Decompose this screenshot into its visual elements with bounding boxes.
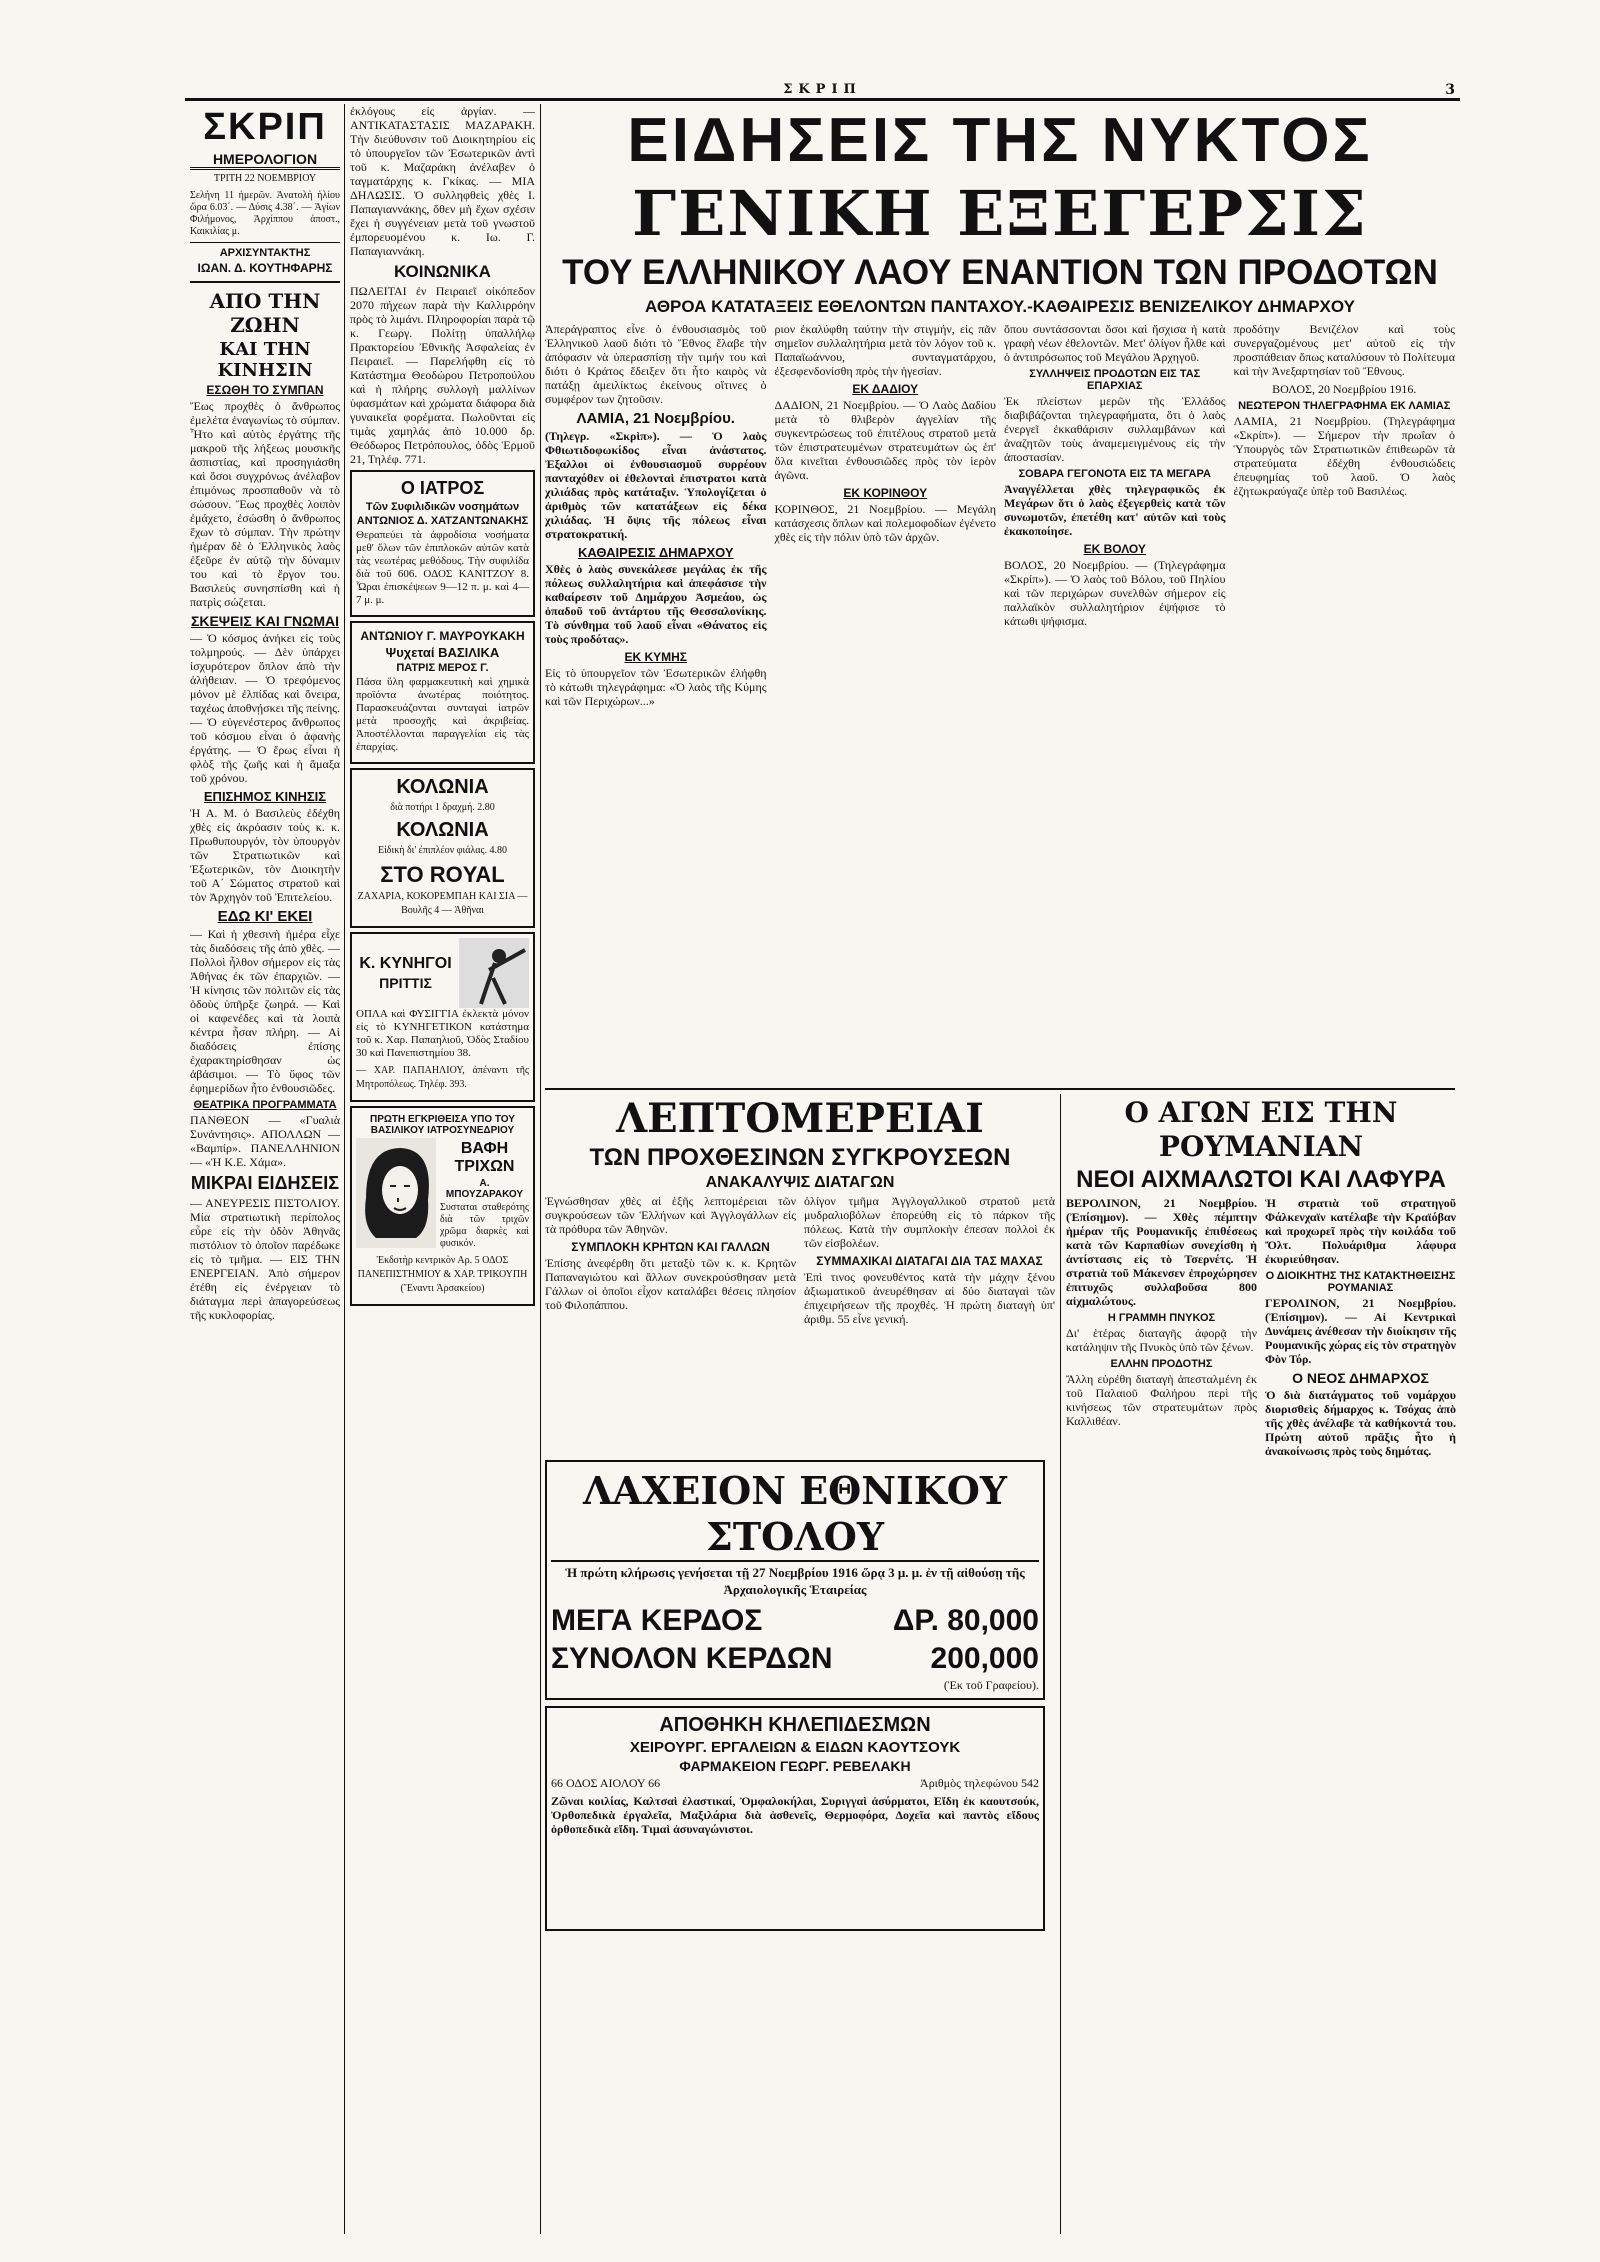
- royal-text: ΖΑΧΑΡΙΑ, ΚΟΚΟΡΕΜΠΑΗ ΚΑΙ ΣΙΑ — Βουλῆς 4 — Ἀθῆναι: [357, 891, 528, 916]
- divider: [190, 281, 340, 283]
- doctor-subtitle: Τῶν Συφιλιδικῶν νοσημάτων: [365, 501, 520, 513]
- romania-text-2: Ἡ στρατιὰ τοῦ στρατηγοῦ Φάλκενχαϊν κατέλαβε τὴν Κραϊόβαν καὶ προχωρεῖ πρὸς τὴν κοιλάδα τοῦ Ὄλτ. Πολυάριθμα λάφυρα ἐκυριεύθησαν.: [1265, 1196, 1456, 1266]
- prize-label: ΜΕΓΑ ΚΕΡΔΟΣ: [551, 1604, 763, 1637]
- page-number: 3: [1445, 82, 1455, 98]
- pnyx-text: Δι' ἑτέρας διαταγῆς ἀφορᾷ τὴν κατάληψιν τῆς Πνυκὸς ὑπὸ τῶν ξένων.: [1066, 1326, 1257, 1354]
- doctor-text: Θεραπεύει τὰ ἀφροδίσια νοσήματα μεθ' ὅλων τῶν ἐπιπλοκῶν αὐτῶν κατὰ τὰς νεωτέρας μεθόδους. Τὴν συφιλίδα διὰ τοῦ 606. ΟΔΟΣ ΚΑΝΙΤΖΟΥ 8. Ὧραι ἐπισκέψεων 9—12 π. μ. καὶ 4—7 μ. μ.: [356, 529, 529, 606]
- cologne-ad: [350, 768, 535, 928]
- pharmacy-ad: [350, 621, 535, 764]
- pharmacy-subtitle: Ψυχεταί ΒΑΣΙΛΙΚΑ: [385, 645, 500, 660]
- dadi-text: ΔΑΔΙΟΝ, 21 Νοεμβρίου. — Ὁ Λαὸς Δαδίου μετὰ τὸ θλιβερὸν ἀγγελίαν τῆς συγκεντρώσεως τοῦ ἐπιτέλους στρατοῦ μετὰ τῶν ἐπιστρατευμένων στρατευμάτων ὡς ἐπ' ὅλα κινεῖται ἐνθουσιῶδες πρὸς τὸν ἱερὸν ἀγῶνα.: [774, 398, 996, 482]
- visits-text: Ἡ Α. Μ. ὁ Βασιλεὺς ἐδέχθη χθὲς εἰς ἀκρόασιν τοὺς κ. κ. Πρωθυπουργόν, τὸν ὑπουργὸν τῶν Στρατιωτικῶν καὶ Ἐξωτερικῶν, τὸν Διοικητὴν τοῦ Α΄ Σώματος στρατοῦ καὶ τὸν Ἀρχηγὸν τοῦ Ἐπιτελείου.: [190, 806, 340, 904]
- main-headline: ΓΕΝΙΚΗ ΕΞΕΓΕΡΣΙΣ: [632, 177, 1368, 250]
- megara-text: Ἀναγγέλλεται χθὲς τηλεγραφικῶς ἐκ Μεγάρων ὅτι ὁ λαὸς ἐξεγερθεὶς κατὰ τῶν συνωμοτῶν, ἐπετέθη κατ' αὐτῶν καὶ τοὺς ἐκακοποίησε.: [1004, 482, 1226, 538]
- warehouse-title: ΑΠΟΘΗΚΗ ΚΗΛΕΠΙΔΕΣΜΩΝ: [659, 1714, 931, 1736]
- hunters-text: ΟΠΛΑ καὶ ΦΥΣΙΓΓΙΑ ἐκλεκτὰ μόνον εἰς τὸ ΚΥΝΗΓΕΤΙΚΟΝ κατάστημα τοῦ κ. Χαρ. Παπαηλιοῦ, Ὁδὸς Σταδίου 30 καὶ Πανεπιστημίου 38.: [356, 1008, 529, 1059]
- hair-dye-ad: [350, 1106, 535, 1306]
- theatre-text: ΠΑΝΘΕΟΝ — «Γυαλιὰ Συνάντησις». ΑΠΟΛΛΩΝ — «Βαμπίρ». ΠΑΝΕΛΛΗΝΙΟΝ — «Ἡ Κ.Ε. Χάμα».: [190, 1113, 340, 1169]
- orders-title: ΣΥΜΜΑΧΙΚΑΙ ΔΙΑΤΑΓΑΙ ΔΙΑ ΤΑΣ ΜΑΧΑΣ: [816, 1254, 1043, 1268]
- masthead: ΣΚΡΙΠ: [203, 106, 327, 148]
- thoughts-title: ΣΚΕΨΕΙΣ ΚΑΙ ΓΝΩΜΑΙ: [190, 613, 340, 629]
- deck-headline: ΑΘΡΟΑ ΚΑΤΑΤΑΞΕΙΣ ΕΘΕΛΟΝΤΩΝ ΠΑΝΤΑΧΟΥ.-ΚΑΘΑΙΡΕΣΙΣ ΒΕΝΙΖΕΛΙΚΟΥ ΔΗΜΑΡΧΟΥ: [645, 297, 1355, 316]
- details-subtitle: ΤΩΝ ΠΡΟΧΘΕΣΙΝΩΝ ΣΥΓΚΡΟΥΣΕΩΝ: [589, 1144, 1011, 1171]
- clash-text: Ἐπίσης ἀνεφέρθη ὅτι μεταξὺ τῶν κ. κ. Κρητῶν Παπαναγιώτου καὶ ἄλλων συνεκρούσθησαν μετὰ Γάλλων οἱ ὁποῖοι εἶχον καταλάβει θέσεις πλησίον τοῦ Φιλοπάππου.: [545, 1256, 796, 1312]
- lottery-draw: Ἡ πρώτη κλήρωσις γενήσεται τῇ 27 Νοεμβρίου 1916 ὥρᾳ 3 μ. μ. ἐν τῇ αἰθούσῃ τῆς Ἀρχαιολογικῆς Ἑταιρείας: [565, 1565, 1025, 1597]
- top-notes: ἐκλόγους εἰς ἀργίαν. — ΑΝΤΙΚΑΤΑΣΤΑΣΙΣ ΜΑΖΑΡΑΚΗ. Τὴν διεύθυνσιν τοῦ Διοικητηρίου εἰς τὸ ὑπουργεῖον τῶν Ἐσωτερικῶν ἀντὶ τοῦ κ. Μαζαράκη ἀνέλαβεν ὁ ταγματάρχης κ. Γκίκας. — ΜΙΑ ΔΗΛΩΣΙΣ. Ὁ συλληφθεὶς χθὲς Ι. Παπαγιαννάκης, ὅθεν μὴ ἔχων σχέσιν ἔχει ἡ συγγένειαν μετὰ τοῦ γνωστοῦ ἐμπορευομένου κ. Ιω. Γ. Παπαγιαννάκη.: [350, 104, 535, 258]
- small-news-text: — ΑΝΕΥΡΕΣΙΣ ΠΙΣΤΟΛΙΟΥ. Μία στρατιωτικὴ περίπολος εὗρε εἰς τὴν ὁδὸν Ἀθηνᾶς πιστόλιον τὸ ὁποῖον παρέδωκε εἰς τὸ τμῆμα. — ΕΙΣ ΤΗΝ ΕΝΕΡΓΕΙΑΝ. Ἀπὸ σήμερον ἐτέθη εἰς ἐνέργειαν τὸ διάταγμα περὶ ἀπαγορεύσεως τῆς κυκλοφορίας.: [190, 1196, 340, 1322]
- dadi-title: ΕΚ ΔΑΔΙΟΥ: [852, 382, 919, 396]
- pharmacy-address: ΠΑΤΡΙΣ ΜΕΡΟΣ Γ.: [396, 662, 489, 674]
- news-col-c-text: ὅπου συντάσσονται ὅσοι καὶ ἤσχισα ἡ κατὰ γραφὴ νέων ἐθελοντῶν. Μετ' ὀλίγον ἦλθε καὶ ὁ ἀντιπρόσωπος τοῦ Μεγάλου Ἀρχηγοῦ.: [1004, 322, 1226, 364]
- royal-title: ΣΤΟ ROYAL: [380, 862, 505, 887]
- column-rule: [344, 104, 345, 2234]
- total-value: 200,000: [930, 1642, 1039, 1675]
- romania-title: Ο ΑΓΩΝ ΕΙΣ ΤΗΝ ΡΟΥΜΑΝΙΑΝ: [1124, 1096, 1398, 1163]
- hunters-address: — ΧΑΡ. ΠΑΠΑΗΛΙΟΥ, ἀπέναντι τῆς Μητροπόλεως. Τηλέφ. 393.: [356, 1065, 529, 1090]
- cologne-title-2: ΚΟΛΩΝΙΑ: [396, 819, 489, 841]
- warehouse-pharmacy: ΦΑΡΜΑΚΕΙΟΝ ΓΕΩΡΓ. ΡΕΒΕΛΑΚΗ: [679, 1758, 911, 1774]
- lottery-note: (Ἐκ τοῦ Γραφείου).: [943, 1678, 1039, 1692]
- total-label: ΣΥΝΟΛΟΝ ΚΕΡΔΩΝ: [551, 1642, 833, 1675]
- news-lead: Ἀπεράγραπτος εἶνε ὁ ἐνθουσιασμὸς τοῦ Ἑλληνικοῦ λαοῦ διότι τὸ Ἔθνος ἔλαβε τὴν ἀπόφασιν νὰ ὑπερασπίσῃ τὴν τιμήν του καὶ διότι ὁ Κράτος ἔδειξεν ὅτι ἦτο καιρὸς νὰ πατάξῃ ἀμειλίκτως ἐκείνους οἵτινες ὁ συμφέρον των ζητοῦσιν.: [545, 322, 767, 406]
- kymis-text: Εἰς τὸ ὑπουργεῖον τῶν Ἐσωτερικῶν ἐλήφθη τὸ κάτωθι τηλεγράφημα: «Ὁ λαὸς τῆς Κύμης καὶ τῶν Περιχώρων...»: [545, 666, 767, 708]
- night-news: [545, 104, 1455, 1084]
- lottery-ad: [545, 1460, 1045, 1700]
- pharmacy-text: Πάσα ὕλη φαρμακευτικὴ καὶ χημικὰ προϊόντα ἀνωτέρας ποιότητος. Παρασκευάζονται συνταγαὶ ἰατρῶν μετὰ προσοχῆς καὶ ἀκριβείας. Ἀποστέλλονται παραγγελίαι εἰς τὰς ἐπαρχίας.: [356, 676, 529, 753]
- inner-text: Ἔως προχθὲς ὁ ἄνθρωπος ἐμελέτα ἐναγωνίως τὸ σύμπαν. Ἦτο καὶ αὐτὸς ἐργάτης τῆς μακροῦ τῆς λήξεως μουσικῆς ἀσπιστίας, καὶ προσηγιάσθη καὶ ὅσοι συγχρόνως ἀνέλαβον ἐπιμόνως προσπαθοῦν νὰ τὸ σώσουν. Ἔως προχθὲς λοιπὸν ἐμάχετο, ἐσώσθη ὁ ἄνθρωπος ἔχων τὸ σύμπαν. Τὴν πρώτην ἡμέραν δὲ ὁ Ἑλληνικὸς λαὸς ἐξεῦρε ἐν αὐτῷ τὴν δύναμιν του καὶ τὸ ἔργον του. Βασιλεὺς συνησπίσθη καὶ ἡ πατρὶς σώζεται.: [190, 399, 340, 609]
- sub-headline: ΤΟΥ ΕΛΛΗΝΙΚΟΥ ΛΑΟΥ ΕΝΑΝΤΙΟΝ ΤΩΝ ΠΡΟΔΟΤΩΝ: [562, 253, 1438, 292]
- social-title: ΚΟΙΝΩΝΙΚΑ: [394, 262, 491, 281]
- mayor-title: Ο ΝΕΟΣ ΔΗΜΑΡΧΟΣ: [1292, 1370, 1429, 1386]
- column-rule: [1060, 1094, 1061, 2234]
- movement-title: ΚΑΙ ΤΗΝ ΚΙΝΗΣΙΝ: [217, 339, 313, 381]
- ruler-title: Ο ΔΙΟΙΚΗΤΗΣ ΤΗΣ ΚΑΤΑΚΤΗΘΕΙΣΗΣ ΡΟΥΜΑΝΙΑΣ: [1265, 1270, 1456, 1294]
- column-1: [190, 104, 340, 2234]
- news-col-d-text: προδότην Βενιζέλον καὶ τοὺς συνεργαζομένους μετ' αὐτοῦ εἰς τὴν προσπάθειαν ὅπως καταλύσουν τὸ Πολίτευμα καὶ τὴν Ἀνεξαρτησίαν τοῦ Ἔθνους.: [1233, 322, 1455, 378]
- pnyx-title: Η ΓΡΑΜΜΗ ΠΝΥΚΟΣ: [1107, 1312, 1216, 1324]
- here-text: — Καὶ ἡ χθεσινὴ ἡμέρα εἶχε τὰς διαδόσεις τῆς ἀπὸ χθὲς. — Πολλοὶ ἦλθον σήμερον εἰς τὰς Ἀθήνας ἐκ τῶν ἐπαρχιῶν. — Ἡ κίνησις τῶν πολιτῶν εἰς τὰς ὁδοὺς ὑπῆρξε ζωηρά. — Καὶ οἱ καφενέδες καὶ τὰ λοιπὰ κέντρα ἦσαν πλήρη. — Αἱ διαδόσεις ἐπίσης ἐχαρακτηρίσθησαν ὡς ἀβάσιμοι. — Τὸ ὕφος τῶν ἐφημερίδων ἦτο ἐνθουσιῶδες.: [190, 927, 340, 1095]
- small-news-title: ΜΙΚΡΑΙ ΕΙΔΗΣΕΙΣ: [190, 1173, 340, 1193]
- theatre-title: ΘΕΑΤΡΙΚΑ ΠΡΟΓΡΑΜΜΑΤΑ: [193, 1099, 337, 1111]
- traitor-text: Ἄλλη εὑρέθη διαταγὴ ἀπεσταλμένη ἐκ τοῦ Παλαιοῦ Φαλήρου περὶ τῆς κινήσεως τῶν στρατευμάτων πρὸς Καλλιθέαν.: [1066, 1372, 1257, 1428]
- clash-title: ΣΥΜΠΛΟΚΗ ΚΡΗΤΩΝ ΚΑΙ ΓΑΛΛΩΝ: [571, 1240, 770, 1254]
- romania-subtitle: ΝΕΟΙ ΑΙΧΜΑΛΩΤΟΙ ΚΑΙ ΛΑΦΥΡΑ: [1076, 1166, 1446, 1193]
- doctor-title: Ο ΙΑΤΡΟΣ: [400, 478, 485, 498]
- banner-headline: ΕΙΔΗΣΕΙΣ ΤΗΣ ΝΥΚΤΟΣ: [627, 106, 1373, 175]
- demarch-text: Χθὲς ὁ λαὸς συνεκάλεσε μεγάλας ἐκ τῆς πόλεως συλλαλητήρια καὶ ἀπεφάσισε τὴν καθαίρεσιν τοῦ Δημάρχου Ἀσμεάου, ὡς ὀπαδοῦ τοῦ ἀντάρτου τῆς Θεσσαλονίκης. Τὸ σύνθημα τοῦ λαοῦ εἶναι «Θάνατος εἰς τοὺς προδότας».: [545, 562, 767, 646]
- dye-address: Ἐκδοτὴρ κεντρικὸν Αρ. 5 ΟΔΟΣ ΠΑΝΕΠΙΣΤΗΜΙΟΥ & ΧΑΡ. ΤΡΙΚΟΥΠΗ (Ἔναντι Ἀρσακείου): [357, 1255, 528, 1294]
- pharmacy-title: ΑΝΤΩΝΙΟΥ Γ. ΜΑΥΡΟΥΚΑΚΗ: [360, 629, 525, 643]
- almanac-text: Σελήνη 11 ἡμερῶν. Ἀνατολὴ ἡλίου ὥρα 6.03΄. — Δύσις 4.38΄. — Ἁγίων Φιλήμονος, Ἀρχίππου ἀποστ., Καικιλίας μ.: [190, 190, 340, 237]
- ruler-text: ΓΕΡΟΛΙΝΟΝ, 21 Νοεμβρίου. (Ἐπίσημον). — Αἱ Κεντρικαὶ Δυνάμεις ἀνέθεσαν τὴν διοίκησιν τῆς Ρουμανικῆς χώρας εἰς τὸν στρατηγὸν Φὸν Τόρ.: [1265, 1296, 1456, 1366]
- news-col-a: [545, 322, 767, 712]
- dye-name: ΒΑΦΗ ΤΡΙΧΩΝ: [454, 1140, 515, 1175]
- latest-title: ΝΕΩΤΕΡΟΝ ΤΗΛΕΓΡΑΦΗΜΑ ΕΚ ΛΑΜΙΑΣ: [1238, 400, 1451, 412]
- column-rule: [540, 104, 541, 2234]
- doctor-name: ΑΝΤΩΝΙΟΣ Δ. ΧΑΤΖΑΝΤΩΝΑΚΗΣ: [356, 515, 529, 527]
- thoughts-text: — Ὁ κόσμος ἀνήκει εἰς τοὺς τολμηρούς. — Δὲν ὑπάρχει ἰσχυρότερον ὅπλον ἀπὸ τὴν ἀλήθειαν. — Ὁ τρεφόμενος μόνον μὲ ἐλπίδας καὶ ὄνειρα, ταχέως ἀποθνῄσκει τῆς πείνης. — Ὁ εὐγενέστερος ἄνθρωπος τοῦ κόσμου εἶναι ὁ ἀφανὴς ἐργάτης. — Ὁ ἔρως εἶναι ἡ φλὸξ τῆς ζωῆς καὶ ἡ ἄμαξα τοῦ χρόνου.: [190, 631, 340, 785]
- section-rule: [545, 1088, 1455, 1090]
- news-col-b-text: ριον ἐκαλύφθη ταύτην τὴν στιγμήν, εἰς πᾶν σημεῖον συλλαλητήρια μετὰ τὸν λόγον τοῦ κ. Παπαϊωάννου, συνταγματάρχου, ἐξεσφενδονίσθη πρὸς τὴν ἡγεσίαν.: [774, 322, 996, 378]
- arrests-title: ΣΥΛΛΗΨΕΙΣ ΠΡΟΔΟΤΩΝ ΕΙΣ ΤΑΣ ΕΠΑΡΧΙΑΣ: [1029, 368, 1201, 392]
- megara-title: ΣΟΒΑΡΑ ΓΕΓΟΝΟΤΑ ΕΙΣ ΤΑ ΜΕΓΑΡΑ: [1018, 468, 1211, 480]
- arrests-text: Ἐκ πλείστων μερῶν τῆς Ἑλλάδος διαβιβάζονται τηλεγραφήματα, ὅτι ὁ λαὸς ἐνεργεῖ ἐκκαθάρισιν συλλαμβάνων καὶ ἀναζητῶν τοὺς ἀναμεμειγμένους εἰς τὴν ἀποστασίαν.: [1004, 394, 1226, 464]
- warehouse-address: 66 ΟΔΟΣ ΑΙΟΛΟΥ 66: [551, 1776, 661, 1790]
- details-col2: ὀλίγον τμῆμα Ἀγγλογαλλικοῦ στρατοῦ μετὰ μυδραλιοβόλων ἐπορεύθη εἰς τὸ πάρκον τῆς πόλεως. Κατὰ τὴν συμπλοκὴν ἐπεσαν πολλοὶ ἐκ τῶν εἰσβολέων.: [804, 1194, 1055, 1250]
- almanac-title: ΗΜΕΡΟΛΟΓΙΟΝ: [190, 151, 340, 170]
- lottery-title: ΛΑΧΕΙΟΝ ΕΘΝΙΚΟΥ ΣΤΟΛΟΥ: [551, 1468, 1039, 1562]
- hunters-ad: [350, 932, 535, 1102]
- life-title: ΑΠΟ ΤΗΝ ΖΩΗΝ: [209, 289, 321, 337]
- divider: [190, 242, 340, 243]
- lamia-dateline: ΛΑΜΙΑ, 21 Νοεμβρίου.: [576, 410, 735, 427]
- volos-sign: ΒΟΛΟΣ, 20 Νοεμβρίου 1916.: [1272, 382, 1417, 396]
- cologne-text: διὰ ποτήρι 1 δραχμή. 2.80: [390, 802, 495, 813]
- details-section: [545, 1094, 1055, 1454]
- details-title: ΛΕΠΤΟΜΕΡΕΙΑΙ: [616, 1095, 984, 1142]
- mayor-text: Ὁ διὰ διατάγματος τοῦ νομάρχου διορισθεὶς δήμαρχος κ. Τσόχας ἀπὸ τῆς χθὲς ἀνέλαβε τὰ καθήκοντά του. Πρώτη αὐτοῦ πρᾶξις ἦτο ἡ ἀνακοίνωσις πρὸς τοὺς δημότας.: [1265, 1388, 1456, 1458]
- visits-title: ΕΠΙΣΗΜΟΣ ΚΙΝΗΣΙΣ: [203, 789, 327, 804]
- volos-title: ΕΚ ΒΟΛΟΥ: [1083, 542, 1146, 556]
- warehouse-text: Ζῶναι κοιλίας, Καλτσαὶ ἐλαστικαί, Ὀμφαλοκήλαι, Συριγγαὶ ἀσύρματοι, Εἴδη ἐκ καουτσούκ, Ὀρθοπεδικὰ ἐργαλεῖα, Μαξιλάρια διὰ ἀσθενεῖς, Θερμοφόρα, Δοχεῖα καὶ παντὸς εἴδους ὀρθοπεδικὰ εἴδη. Τιμαὶ ἀσυναγώνιστοι.: [551, 1794, 1039, 1836]
- column-2: [350, 104, 535, 2234]
- kymis-title: ΕΚ ΚΥΜΗΣ: [624, 650, 688, 664]
- orders-text: Ἐπὶ τινος φονευθέντος κατὰ τὴν μάχην ξένου ἀξιωματικοῦ ἀνευρέθησαν αἱ δύο διαταγαὶ τῶν ἐπιχειρήσεων τῆς προχθές. Ἡ πρώτη διαταγὴ ὑπ' ἀριθμ. 55 εἶνε γενική.: [804, 1270, 1055, 1326]
- hunters-sub: ΠΡΙΤΤΙΣ: [379, 975, 432, 991]
- latest-text: ΛΑΜΙΑ, 21 Νοεμβρίου. (Τηλεγράφημα «Σκρίπ»). — Σήμερον τὴν πρωΐαν ὁ Ὑπουργὸς τῶν Στρατιωτικῶν ἐπιθεωρῶν τὰ στρατεύματα ἐδέχθη ἐνθουσιώδεις ἐπευφημίας τοῦ λαοῦ. Ὁ λαὸς ἐζητωκραύγαζε ὑπὲρ τοῦ Βασιλέως.: [1233, 414, 1455, 498]
- editor-name: ΙΩΑΝ. Δ. ΚΟΥΤΗΦΑΡΗΣ: [197, 261, 333, 275]
- here-title: ΕΔΩ ΚΙ' ΕΚΕΙ: [217, 908, 313, 925]
- chorinth-title: ΕΚ ΚΟΡΙΝΘΟΥ: [843, 486, 928, 500]
- prize-value: ΔΡ. 80,000: [892, 1604, 1039, 1637]
- dye-text: Συσταται σταθερότης διὰ τῶν τριχῶν χρῶμα διαρκὲς καὶ φυσικόν.: [440, 1202, 529, 1249]
- almanac-date: ΤΡΙΤΗ 22 ΝΟΕΜΒΡΙΟΥ: [213, 173, 317, 184]
- warehouse-ad: [545, 1706, 1045, 1931]
- dye-maker: Α. ΜΠΟΥΖΑΡΑΚΟΥ: [445, 1178, 524, 1200]
- running-header-title: ΣΚΡΙΠ: [783, 82, 862, 97]
- traitor-title: ΕΛΛΗΝ ΠΡΟΔΟΤΗΣ: [1110, 1358, 1213, 1370]
- lamia-text: (Τηλεγρ. «Σκρὶπ»). — Ὁ λαὸς Φθιωτιδοφωκίδος εἶναι ἀνάστατος. Ἐξαλλοι οἱ ἐνθουσιασμοῦ συρρέουν πανταχόθεν οἱ ἐθελονταὶ ἐπιστρατοι κατὰ χιλιάδας πρὸς κατάταξιν. Ὑπολογίζεται ὁ ἀριθμὸς τῶν κατατάξεων εἰς δέκα χιλιάδας. Ἡ ὄψις τῆς πόλεως εἶναι στρατοκρατική.: [545, 429, 767, 541]
- news-col-c: [1004, 322, 1226, 712]
- warehouse-phone: Ἀριθμὸς τηλεφώνου 542: [920, 1776, 1039, 1790]
- hunters-title: Κ. ΚΥΝΗΓΟΙ: [359, 955, 452, 972]
- cologne-text-2: Εἰδικὴ δι' ἐπιπλέον φιάλας. 4.80: [378, 845, 507, 856]
- details-deck: ΑΝΑΚΑΛΥΨΙΣ ΔΙΑΤΑΓΩΝ: [705, 1174, 895, 1191]
- news-col-d: [1234, 322, 1456, 712]
- demarch-title: ΚΑΘΑΙΡΕΣΙΣ ΔΗΜΑΡΧΟΥ: [577, 545, 734, 560]
- woman-portrait-icon: [356, 1138, 436, 1248]
- running-header: [190, 82, 1455, 96]
- cologne-title: ΚΟΛΩΝΙΑ: [396, 776, 489, 798]
- hunter-illustration-icon: [459, 938, 529, 1008]
- doctor-ad: [350, 470, 535, 617]
- chorinth-text: ΚΟΡΙΝΘΟΣ, 21 Νοεμβρίου. — Μεγάλη κατάσχεσις ὅπλων καὶ πολεμοφοδίων ἐγένετο χθὲς εἰς τὴν πόλιν ὑπὸ τῶν ἀρχῶν.: [774, 502, 996, 544]
- news-col-b: [775, 322, 997, 712]
- details-text: Ἐγνώσθησαν χθὲς αἱ ἑξῆς λεπτομέρειαι τῶν συγκρούσεων τῶν Ἑλλήνων καὶ Ἀγγλογάλλων εἰς τὰ πρόθυρα τῶν Ἀθηνῶν.: [545, 1194, 796, 1236]
- romania-text: ΒΕΡΟΛΙΝΟΝ, 21 Νοεμβρίου. (Ἐπίσημον). — Χθὲς πέμπτην ἡμέραν τῆς Ρουμανικῆς ἐπιθέσεως κατὰ τῶν Καρπαθίων συνεχίσθη ἡ ἀντίστασις εἰς τὸ Τσερνέτς. Ἡ στρατιὰ τοῦ Μάκενσεν ἐπροχώρησεν ἐπιτυχῶς συλλαβοῦσα 800 αἰχμαλώτους.: [1066, 1196, 1257, 1308]
- volos-text: ΒΟΛΟΣ, 20 Νοεμβρίου. — (Τηλεγράφημα «Σκρίπ»). — Ὁ λαὸς τοῦ Βόλου, τοῦ Πηλίου καὶ τῶν περιχώρων συνελθὼν σήμερον εἰς παλλαϊκὸν συλλαλητήριον ἐψήφισε τὸ κάτωθι ψήφισμα.: [1004, 558, 1226, 628]
- social-text: ΠΩΛΕΙΤΑΙ ἐν Πειραιεῖ οἰκόπεδον 2070 πήχεων παρὰ τὴν Καλλιρρόην πρὸς τὸ λιμάνι. Πληροφορίαι παρὰ τῷ κ. Γεωργ. Πολίτῃ ὑπαλλήλῳ Πρακτορείου Ἐθνικῆς Ἀσφαλείας ἐν Πειραιεῖ. — Παρελήφθη εἰς τὸ Κατάστημα Θεοδώρου Πετροπούλου καὶ ἡ πλήρης συλλογὴ μαλλίνων ὑφασμάτων καὶ χρώματα διάφορα διὰ γυναικεῖα φορέματα. Πωλοῦνται εἰς τιμὰς χαμηλάς ἀπὸ 10.000 δρ. Θεόδωρος Πετρόπουλος, ὁδὸς Ἑρμοῦ 21, Τηλέφ. 771.: [350, 284, 535, 466]
- inner-title: ΕΣΩΘΗ ΤΟ ΣΥΜΠΑΝ: [206, 383, 324, 397]
- header-rule: [185, 98, 1460, 101]
- editor-label: ΑΡΧΙΣΥΝΤΑΚΤΗΣ: [219, 247, 311, 259]
- warehouse-subtitle: ΧΕΙΡΟΥΡΓ. ΕΡΓΑΛΕΙΩΝ & ΕΙΔΩΝ ΚΑΟΥΤΣΟΥΚ: [629, 1739, 961, 1756]
- romania-section: [1066, 1094, 1456, 2234]
- dye-title: ΠΡΩΤΗ ΕΓΚΡΙΘΕΙΣΑ ΥΠΟ ΤΟΥ ΒΑΣΙΛΙΚΟΥ ΙΑΤΡΟΣΥΝΕΔΡΙΟΥ: [370, 1114, 515, 1136]
